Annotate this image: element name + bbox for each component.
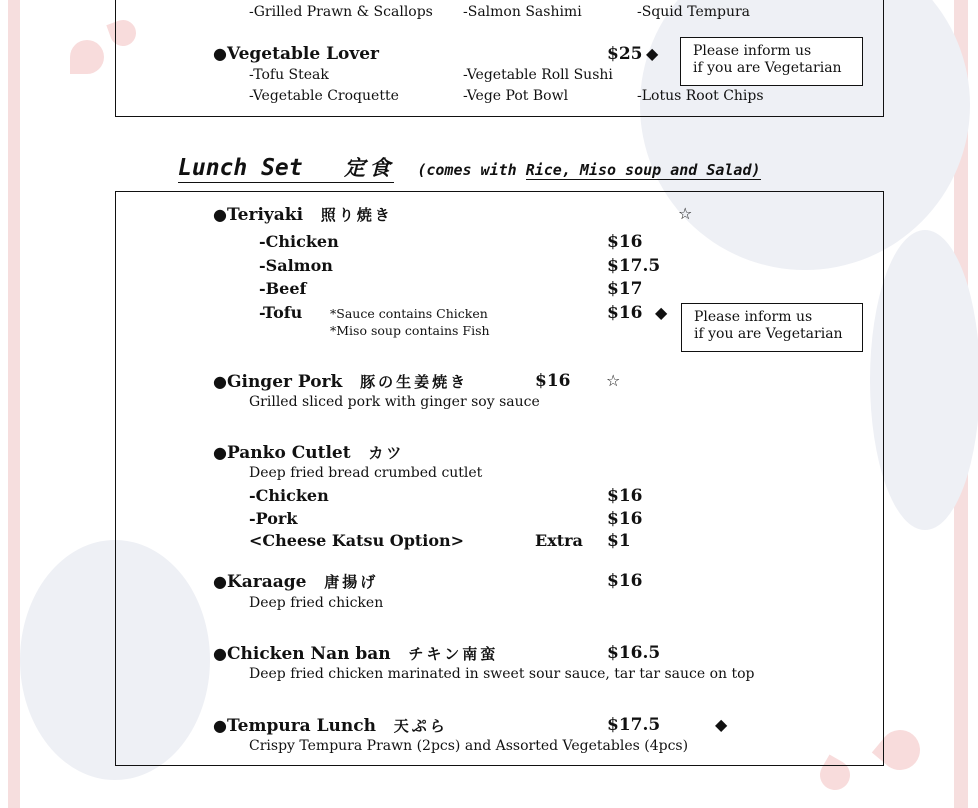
option-label: -Salmon (259, 256, 333, 275)
cheese-option-extra: Extra (535, 531, 583, 550)
option-label: -Pork (249, 509, 298, 528)
option-label: -Chicken (249, 486, 329, 505)
menu-item-text: -Vege Pot Bowl (463, 88, 569, 104)
tofu-note: *Miso soup contains Fish (330, 323, 490, 338)
menu-item-text: -Lotus Root Chips (637, 88, 764, 104)
note-line: if you are Vegetarian (694, 326, 843, 342)
karaage-price: $16 (607, 571, 643, 591)
blossom-icon (70, 40, 104, 74)
menu-item-text: -Tofu Steak (249, 67, 329, 83)
cheese-option-label: <Cheese Katsu Option> (249, 531, 465, 550)
option-price: $16 (607, 232, 643, 252)
note-line: if you are Vegetarian (693, 60, 842, 76)
vegetarian-note (681, 303, 863, 352)
star-icon: ☆ (606, 371, 621, 390)
bullet-icon: ● (213, 716, 227, 735)
chicken-nanban-title: ●Chicken Nan ban チキン南蛮 (213, 644, 499, 664)
diamond-icon: ◆ (646, 44, 659, 63)
background-shape (870, 230, 978, 530)
menu-item-text: -Squid Tempura (637, 4, 751, 20)
menu-item-text: -Grilled Prawn & Scallops (249, 4, 433, 20)
dish-description: Deep fried chicken marinated in sweet sour sauce, tar tar sauce on top (249, 666, 755, 682)
dish-description: Crispy Tempura Prawn (2pcs) and Assorted Vegetables (4pcs) (249, 738, 689, 754)
vegetable-lover-price: $25 (607, 44, 643, 64)
tempura-lunch-title: ●Tempura Lunch 天ぷら (213, 716, 448, 736)
menu-item-text: -Salmon Sashimi (463, 4, 582, 20)
lunch-set-heading (178, 152, 761, 182)
option-price: $17.5 (607, 256, 661, 276)
option-label: -Chicken (259, 232, 339, 251)
ginger-pork-title: ●Ginger Pork 豚の生姜焼き (213, 372, 469, 392)
cheese-option-price: $1 (607, 531, 631, 551)
bullet-icon: ● (213, 443, 227, 462)
option-label: -Tofu (259, 303, 303, 322)
section-title: Lunch Set 定食 (178, 155, 395, 181)
option-price: $17 (607, 279, 643, 299)
teriyaki-title: ●Teriyaki 照り焼き (213, 205, 393, 225)
menu-item-text: -Vegetable Croquette (249, 88, 399, 104)
note-line: Please inform us (693, 43, 812, 59)
dish-description: Deep fried chicken (249, 595, 384, 611)
option-price: $16 (607, 509, 643, 529)
bullet-icon: ● (213, 372, 227, 391)
dish-description: Grilled sliced pork with ginger soy sauce (249, 394, 540, 410)
option-price: $16 (607, 486, 643, 506)
tempura-lunch-price: $17.5 (607, 715, 661, 735)
vegetable-lover-title: ●Vegetable Lover (213, 44, 380, 64)
menu-item-text: -Vegetable Roll Sushi (463, 67, 613, 83)
option-price: $16 (607, 303, 643, 323)
bullet-icon: ● (213, 44, 227, 63)
vegetarian-note (680, 37, 863, 86)
side-stripe-left (8, 0, 20, 808)
bullet-icon: ● (213, 572, 227, 591)
diamond-icon: ◆ (655, 303, 668, 322)
option-label: -Beef (259, 279, 307, 298)
diamond-icon: ◆ (715, 715, 728, 734)
section-note: (comes with Rice, Miso soup and Salad) (417, 161, 761, 179)
note-line: Please inform us (694, 309, 813, 325)
star-icon: ☆ (678, 204, 693, 223)
ginger-pork-price: $16 (535, 371, 571, 391)
karaage-title: ●Karaage 唐揚げ (213, 572, 379, 592)
panko-cutlet-title: ●Panko Cutlet カツ (213, 443, 405, 463)
tofu-note: *Sauce contains Chicken (330, 306, 488, 321)
dish-description: Deep fried bread crumbed cutlet (249, 465, 483, 481)
bullet-icon: ● (213, 644, 227, 663)
bullet-icon: ● (213, 205, 227, 224)
chicken-nanban-price: $16.5 (607, 643, 661, 663)
